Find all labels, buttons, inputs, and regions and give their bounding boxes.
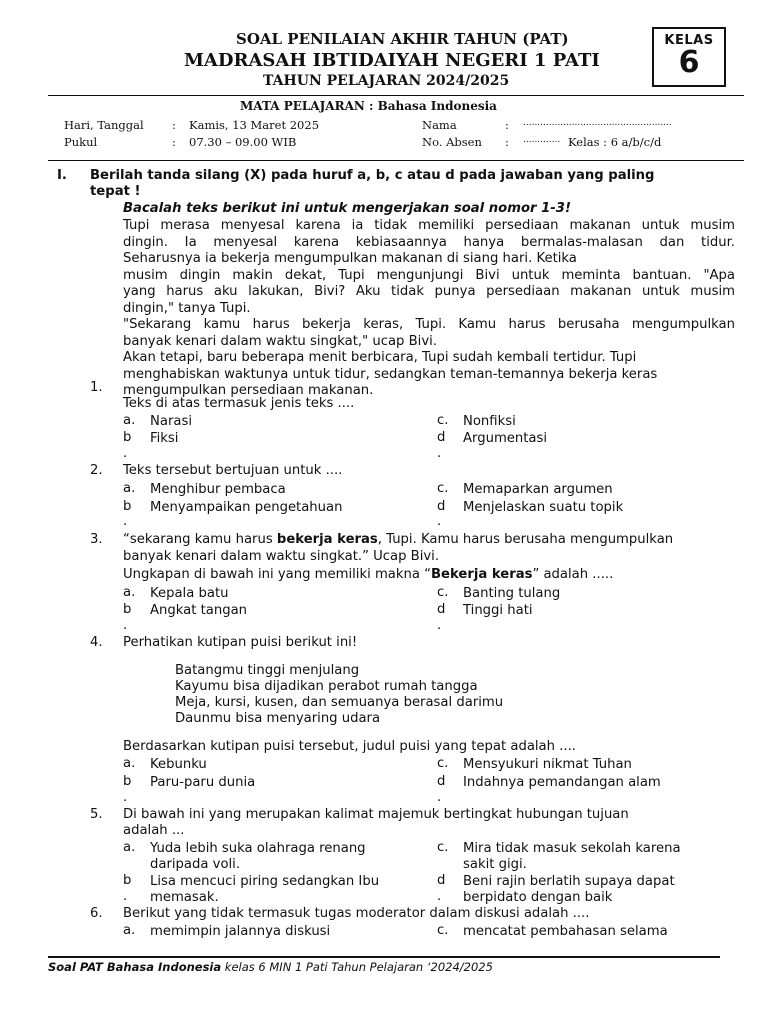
option-d-line2[interactable]: berpidato dengan baik <box>463 890 613 905</box>
option-letter: b <box>123 873 132 888</box>
option-a[interactable]: Menghibur pembaca <box>150 482 286 497</box>
passage-line: mengumpulkan persediaan makanan. <box>123 383 374 398</box>
poem-line: Kayumu bisa dijadikan perabot rumah tangga <box>175 679 478 694</box>
option-letter: b <box>123 602 132 617</box>
passage-line: musim dingin makin dekat, Tupi mengunjungi Bivi untuk meminta bantuan. "Apa <box>123 267 735 283</box>
date-value: Kamis, 13 Maret 2025 <box>189 118 320 132</box>
time-label: Pukul <box>64 135 98 149</box>
absen-label: No. Absen <box>422 135 482 149</box>
passage-line: Akan tetapi, baru beberapa menit berbicara, Tupi sudah kembali tertidur. Tupi <box>123 350 637 365</box>
option-letter: a. <box>123 413 136 428</box>
question-number: 3. <box>90 532 103 547</box>
question-stem-2: Berdasarkan kutipan puisi tersebut, judul puisi yang tepat adalah .... <box>123 739 576 754</box>
question-stem-line2: banyak kenari dalam waktu singkat.” Ucap Bivi. <box>123 549 440 564</box>
passage-line: Tupi merasa menyesal karena ia tidak memiliki persediaan makanan untuk musim <box>123 218 735 233</box>
passage-line: dingin," tanya Tupi. <box>123 300 251 316</box>
option-a[interactable]: memimpin jalannya diskusi <box>150 924 331 939</box>
section-number: I. <box>57 168 67 183</box>
poem-line: Meja, kursi, kusen, dan semuanya berasal darimu <box>175 695 504 710</box>
option-a[interactable]: Narasi <box>150 414 192 429</box>
question-stem: Teks di atas termasuk jenis teks .... <box>123 396 355 411</box>
question-stem-line2: adalah ... <box>123 823 185 838</box>
option-d[interactable]: Tinggi hati <box>463 603 533 618</box>
stem-text: Ungkapan di bawah ini yang memiliki makna “ <box>123 567 431 582</box>
option-letter: d <box>437 430 446 445</box>
option-b-line2[interactable]: memasak. <box>150 890 219 905</box>
footer-divider <box>48 956 720 958</box>
option-d[interactable]: Beni rajin berlatih supaya dapat <box>463 874 675 889</box>
section-instruction-line1: Berilah tanda silang (X) pada huruf a, b, c atau d pada jawaban yang paling <box>90 168 655 183</box>
info-divider <box>48 160 744 161</box>
section-instruction-line2: tepat ! <box>90 184 141 199</box>
time-value: 07.30 – 09.00 WIB <box>189 135 297 149</box>
header-academic-year: TAHUN PELAJARAN 2024/2025 <box>263 73 510 89</box>
passage-line: yang harus aku lakukan, Bivi? Aku tidak punya persediaan makanan untuk musim <box>123 284 735 299</box>
kelas-number: 6 <box>678 45 700 80</box>
question-stem-line3 <box>123 567 613 583</box>
option-letter: a. <box>123 756 136 771</box>
option-dot: . <box>123 889 128 904</box>
option-a[interactable]: Yuda lebih suka olahraga renang <box>150 841 366 856</box>
stem-bold: Bekerja keras <box>430 567 533 582</box>
option-letter: b <box>123 430 132 445</box>
option-dot: . <box>123 790 128 805</box>
option-letter: c. <box>437 756 449 771</box>
option-c[interactable]: Mira tidak masuk sekolah karena <box>463 841 681 856</box>
option-b[interactable]: Fiksi <box>150 431 179 446</box>
kelas-label: KELAS <box>664 33 714 48</box>
option-dot: . <box>437 790 442 805</box>
passage-line: "Sekarang kamu harus bekerja keras, Tupi. Kamu harus berusaha mengumpulkan <box>123 317 735 332</box>
question-stem: Teks tersebut bertujuan untuk .... <box>123 463 343 478</box>
option-letter: c. <box>437 413 449 428</box>
subject-title: MATA PELAJARAN : Bahasa Indonesia <box>240 99 497 113</box>
passage-line: dingin. Ia menyesal karena kebiasaannya hanya bermalas-malasan dan tidur. <box>123 234 735 250</box>
option-c[interactable]: mencatat pembahasan selama <box>463 924 668 939</box>
question-number: 6. <box>90 906 103 921</box>
footer-title: Soal PAT Bahasa Indonesia <box>48 960 222 974</box>
option-c[interactable]: Mensyukuri nikmat Tuhan <box>463 757 632 772</box>
option-b[interactable]: Paru-paru dunia <box>150 775 256 790</box>
question-number: 4. <box>90 635 103 650</box>
header-divider <box>48 95 744 96</box>
header-school-name: MADRASAH IBTIDAIYAH NEGERI 1 PATI <box>184 50 600 71</box>
option-letter: d <box>437 774 446 789</box>
option-d[interactable]: Menjelaskan suatu topik <box>463 500 624 515</box>
question-stem <box>123 532 673 548</box>
option-letter: d <box>437 873 446 888</box>
kelas-box <box>652 27 726 87</box>
option-dot: . <box>123 618 128 633</box>
option-a[interactable]: Kepala batu <box>150 586 229 601</box>
kelas-field: Kelas : 6 a/b/c/d <box>568 135 662 149</box>
footer-text: kelas 6 MIN 1 Pati Tahun Pelajaran ‘2024/2025 <box>221 960 493 974</box>
option-c[interactable]: Nonfiksi <box>463 414 516 429</box>
option-c[interactable]: Banting tulang <box>463 586 561 601</box>
option-letter: c. <box>437 585 449 600</box>
stem-bold: bekerja keras <box>276 532 378 547</box>
poem-line: Batangmu tinggi menjulang <box>175 663 360 678</box>
option-letter: a. <box>123 923 136 938</box>
option-a-line2[interactable]: daripada voli. <box>150 857 241 872</box>
passage-line: menghabiskan waktunya untuk tidur, sedangkan teman-temannya bekerja keras <box>123 366 658 382</box>
absen-field[interactable]: ............. <box>523 135 561 145</box>
option-dot: . <box>123 514 128 529</box>
option-dot: . <box>437 618 442 633</box>
option-d[interactable]: Indahnya pemandangan alam <box>463 775 661 790</box>
question-number: 1. <box>90 380 103 395</box>
page-footer <box>48 960 493 974</box>
question-stem: Di bawah ini yang merupakan kalimat majemuk bertingkat hubungan tujuan <box>123 807 629 822</box>
option-letter: a. <box>123 585 136 600</box>
option-letter: d <box>437 602 446 617</box>
option-b[interactable]: Lisa mencuci piring sedangkan Ibu <box>150 874 380 889</box>
option-letter: a. <box>123 481 136 496</box>
option-letter: a. <box>123 840 136 855</box>
poem-line: Daunmu bisa menyaring udara <box>175 711 381 726</box>
option-letter: b <box>123 774 132 789</box>
name-field[interactable]: .................................................... <box>523 118 672 128</box>
stem-text: ” adalah ..... <box>532 567 614 582</box>
question-number: 5. <box>90 807 103 822</box>
reading-passage <box>123 218 735 400</box>
option-letter: c. <box>437 923 449 938</box>
stem-text: “sekarang kamu harus <box>123 532 277 547</box>
passage-line: Seharusnya ia bekerja mengumpulkan makanan di siang hari. Ketika <box>123 251 577 266</box>
reading-instruction: Bacalah teks berikut ini untuk mengerjakan soal nomor 1-3! <box>123 201 571 216</box>
option-dot: . <box>437 889 442 904</box>
option-dot: . <box>437 446 442 461</box>
colon: : <box>172 118 176 132</box>
option-a[interactable]: Kebunku <box>150 757 207 772</box>
option-c[interactable]: Memaparkan argumen <box>463 482 613 497</box>
stem-text: , Tupi. Kamu harus berusaha mengumpulkan <box>377 532 674 547</box>
option-letter: c. <box>437 481 449 496</box>
question-number: 2. <box>90 463 103 478</box>
question-stem: Perhatikan kutipan puisi berikut ini! <box>123 635 358 650</box>
colon: : <box>505 118 509 132</box>
option-b[interactable]: Angkat tangan <box>150 603 248 618</box>
option-dot: . <box>123 446 128 461</box>
option-letter: d <box>437 499 446 514</box>
option-d[interactable]: Argumentasi <box>463 431 548 446</box>
colon: : <box>172 135 176 149</box>
name-label: Nama <box>422 118 457 132</box>
option-c-line2[interactable]: sakit gigi. <box>463 857 527 872</box>
passage-line: banyak kenari dalam waktu singkat," ucap Bivi. <box>123 333 437 349</box>
option-letter: b <box>123 499 132 514</box>
date-label: Hari, Tanggal <box>64 118 144 132</box>
header-title-line1: SOAL PENILAIAN AKHIR TAHUN (PAT) <box>236 30 569 48</box>
option-letter: c. <box>437 840 449 855</box>
option-dot: . <box>437 514 442 529</box>
question-stem: Berikut yang tidak termasuk tugas moderator dalam diskusi adalah .... <box>123 906 590 921</box>
option-b[interactable]: Menyampaikan pengetahuan <box>150 500 343 515</box>
colon: : <box>505 135 509 149</box>
